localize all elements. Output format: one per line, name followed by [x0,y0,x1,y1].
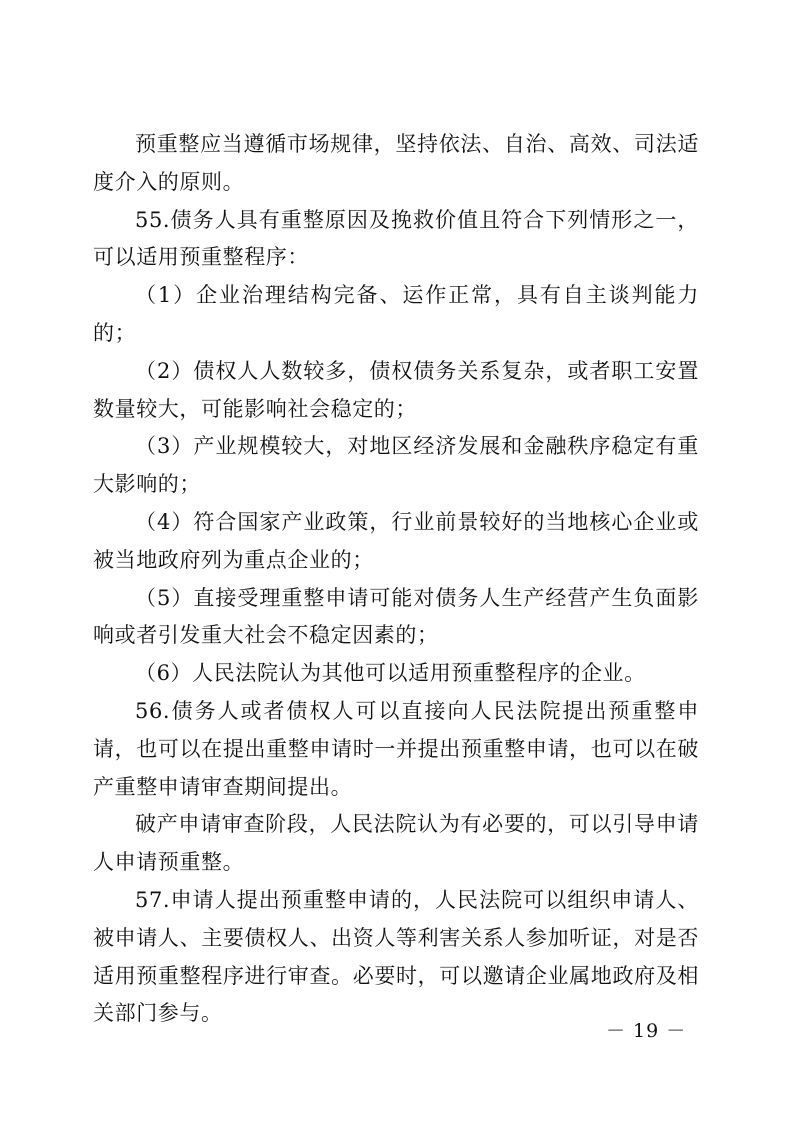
page-number: － 19 － [606,1020,687,1042]
paragraph-item-6: （6）人民法院认为其他可以适用预重整程序的企业。 [135,661,646,686]
paragraph-article-56: 56.债务人或者债权人可以直接向人民法院提出预重整申请，也可以在提出重整申请时一并提出预重整申请，也可以在破产重整申请审查期间提出。 [93,698,699,799]
paragraph-article-55: 55.债务人具有重整原因及挽救价值且符合下列情形之一，可以适用预重整程序： [93,207,699,270]
paragraph-item-2: （2）债权人人数较多，债权债务关系复杂，或者职工安置数量较大，可能影响社会稳定的； [93,358,699,421]
paragraph-item-4: （4）符合国家产业政策，行业前景较好的当地核心企业或被当地政府列为重点企业的； [93,509,699,572]
paragraph-item-3: （3）产业规模较大，对地区经济发展和金融秩序稳定有重大影响的； [93,434,699,497]
paragraph-article-56-guidance: 破产申请审查阶段，人民法院认为有必要的，可以引导申请人申请预重整。 [93,812,699,875]
paragraph-article-57: 57.申请人提出预重整申请的，人民法院可以组织申请人、被申请人、主要债权人、出资人等利害关系人参加听证，对是否适用预重整程序进行审查。必要时，可以邀请企业属地政府及相关部门参与。 [93,887,699,1026]
paragraph-pre-reorg-principle: 预重整应当遵循市场规律，坚持依法、自治、高效、司法适度介入的原则。 [93,132,699,194]
paragraph-item-5: （5）直接受理重整申请可能对债务人生产经营产生负面影响或者引发重大社会不稳定因素的； [93,585,699,648]
body-text [93,126,699,1033]
paragraph-item-1: （1）企业治理结构完备、运作正常，具有自主谈判能力的； [93,283,699,345]
